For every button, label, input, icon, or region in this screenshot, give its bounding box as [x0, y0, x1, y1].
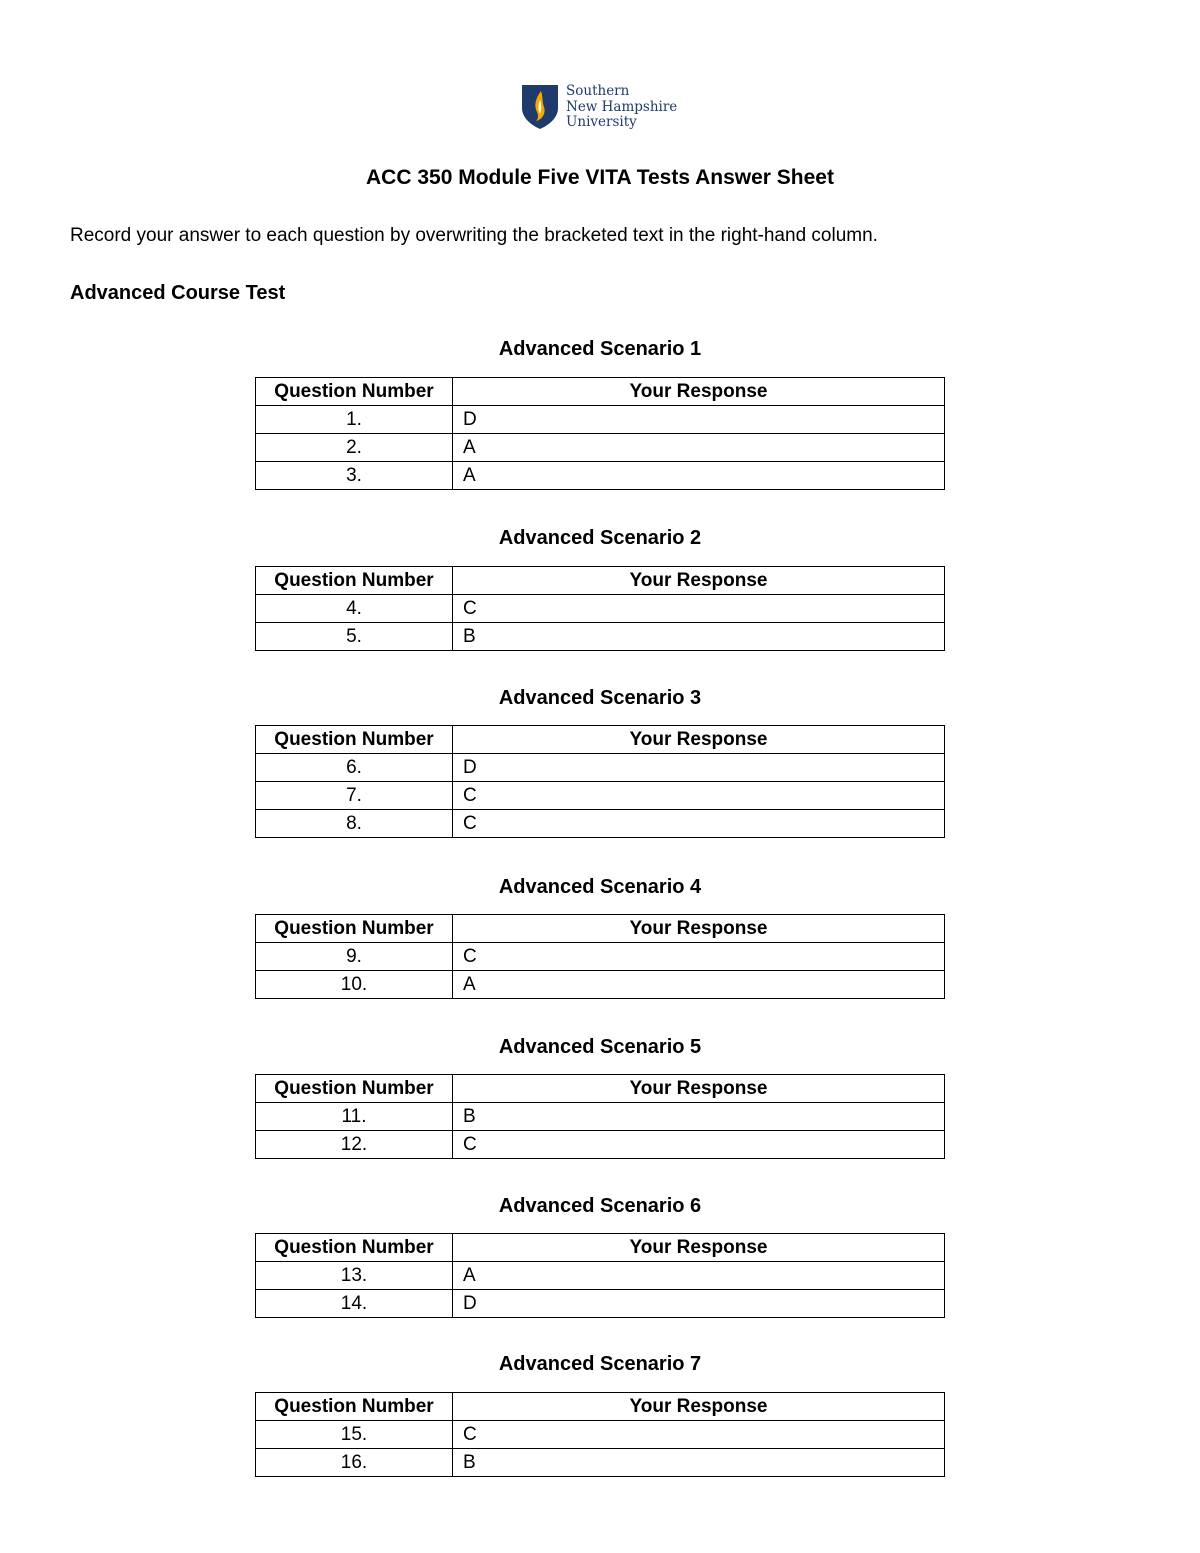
question-number-header: Question Number [256, 915, 453, 943]
question-number: 3. [256, 462, 453, 490]
scenario-title: Advanced Scenario 3 [498, 687, 702, 709]
table-row [256, 1449, 945, 1477]
table-row [256, 595, 945, 623]
instructions: Record your answer to each question by overwriting the bracketed text in the right-hand column. [70, 225, 878, 246]
scenario-title: Advanced Scenario 4 [498, 876, 702, 898]
answer-table [255, 1392, 945, 1477]
section-heading: Advanced Course Test [70, 282, 286, 304]
page-title: ACC 350 Module Five VITA Tests Answer Sheet [366, 166, 834, 189]
response-field[interactable]: A [453, 434, 945, 462]
scenario-title: Advanced Scenario 1 [498, 338, 702, 360]
scenario-title: Advanced Scenario 7 [498, 1353, 702, 1375]
university-logo [521, 84, 686, 132]
scenario-title: Advanced Scenario 5 [498, 1036, 702, 1058]
answer-table [255, 725, 945, 838]
table-header-row [256, 1075, 945, 1103]
scenario-title: Advanced Scenario 6 [498, 1195, 702, 1217]
answer-table [255, 1233, 945, 1318]
table-row [256, 406, 945, 434]
question-number-header: Question Number [256, 567, 453, 595]
question-number: 9. [256, 943, 453, 971]
question-number: 4. [256, 595, 453, 623]
table-row [256, 943, 945, 971]
question-number-header: Question Number [256, 378, 453, 406]
response-field[interactable]: A [453, 462, 945, 490]
table-row [256, 1290, 945, 1318]
question-number: 12. [256, 1131, 453, 1159]
response-field[interactable]: C [453, 1421, 945, 1449]
table-header-row [256, 726, 945, 754]
table-header-row [256, 378, 945, 406]
question-number: 7. [256, 782, 453, 810]
question-number: 8. [256, 810, 453, 838]
question-number: 1. [256, 406, 453, 434]
table-row [256, 971, 945, 999]
table-row [256, 1262, 945, 1290]
your-response-header: Your Response [453, 378, 945, 406]
your-response-header: Your Response [453, 1393, 945, 1421]
table-row [256, 1131, 945, 1159]
response-field[interactable]: A [453, 971, 945, 999]
response-field[interactable]: C [453, 943, 945, 971]
table-header-row [256, 1393, 945, 1421]
question-number-header: Question Number [256, 1393, 453, 1421]
response-field[interactable]: B [453, 1103, 945, 1131]
table-row [256, 623, 945, 651]
answer-table [255, 566, 945, 651]
question-number: 15. [256, 1421, 453, 1449]
response-field[interactable]: C [453, 782, 945, 810]
answer-table [255, 914, 945, 999]
question-number: 11. [256, 1103, 453, 1131]
your-response-header: Your Response [453, 726, 945, 754]
table-row [256, 1103, 945, 1131]
scenario-title: Advanced Scenario 2 [498, 527, 702, 549]
table-row [256, 1421, 945, 1449]
table-header-row [256, 915, 945, 943]
response-field[interactable]: C [453, 810, 945, 838]
response-field[interactable]: B [453, 1449, 945, 1477]
question-number: 5. [256, 623, 453, 651]
table-row [256, 434, 945, 462]
response-field[interactable]: C [453, 595, 945, 623]
response-field[interactable]: B [453, 623, 945, 651]
question-number: 2. [256, 434, 453, 462]
question-number-header: Question Number [256, 726, 453, 754]
question-number: 16. [256, 1449, 453, 1477]
your-response-header: Your Response [453, 1234, 945, 1262]
logo-line: University [566, 114, 637, 130]
shield-flame-icon [521, 84, 559, 130]
answer-table [255, 377, 945, 490]
question-number: 6. [256, 754, 453, 782]
response-field[interactable]: D [453, 1290, 945, 1318]
your-response-header: Your Response [453, 1075, 945, 1103]
question-number-header: Question Number [256, 1234, 453, 1262]
response-field[interactable]: D [453, 406, 945, 434]
answer-table [255, 1074, 945, 1159]
response-field[interactable]: C [453, 1131, 945, 1159]
question-number: 10. [256, 971, 453, 999]
table-row [256, 810, 945, 838]
logo-line: New Hampshire [566, 98, 678, 115]
question-number-header: Question Number [256, 1075, 453, 1103]
your-response-header: Your Response [453, 567, 945, 595]
table-row [256, 462, 945, 490]
response-field[interactable]: D [453, 754, 945, 782]
question-number: 14. [256, 1290, 453, 1318]
question-number: 13. [256, 1262, 453, 1290]
table-header-row [256, 567, 945, 595]
table-row [256, 754, 945, 782]
your-response-header: Your Response [453, 915, 945, 943]
logo-line: Southern [566, 83, 630, 99]
table-header-row [256, 1234, 945, 1262]
response-field[interactable]: A [453, 1262, 945, 1290]
table-row [256, 782, 945, 810]
